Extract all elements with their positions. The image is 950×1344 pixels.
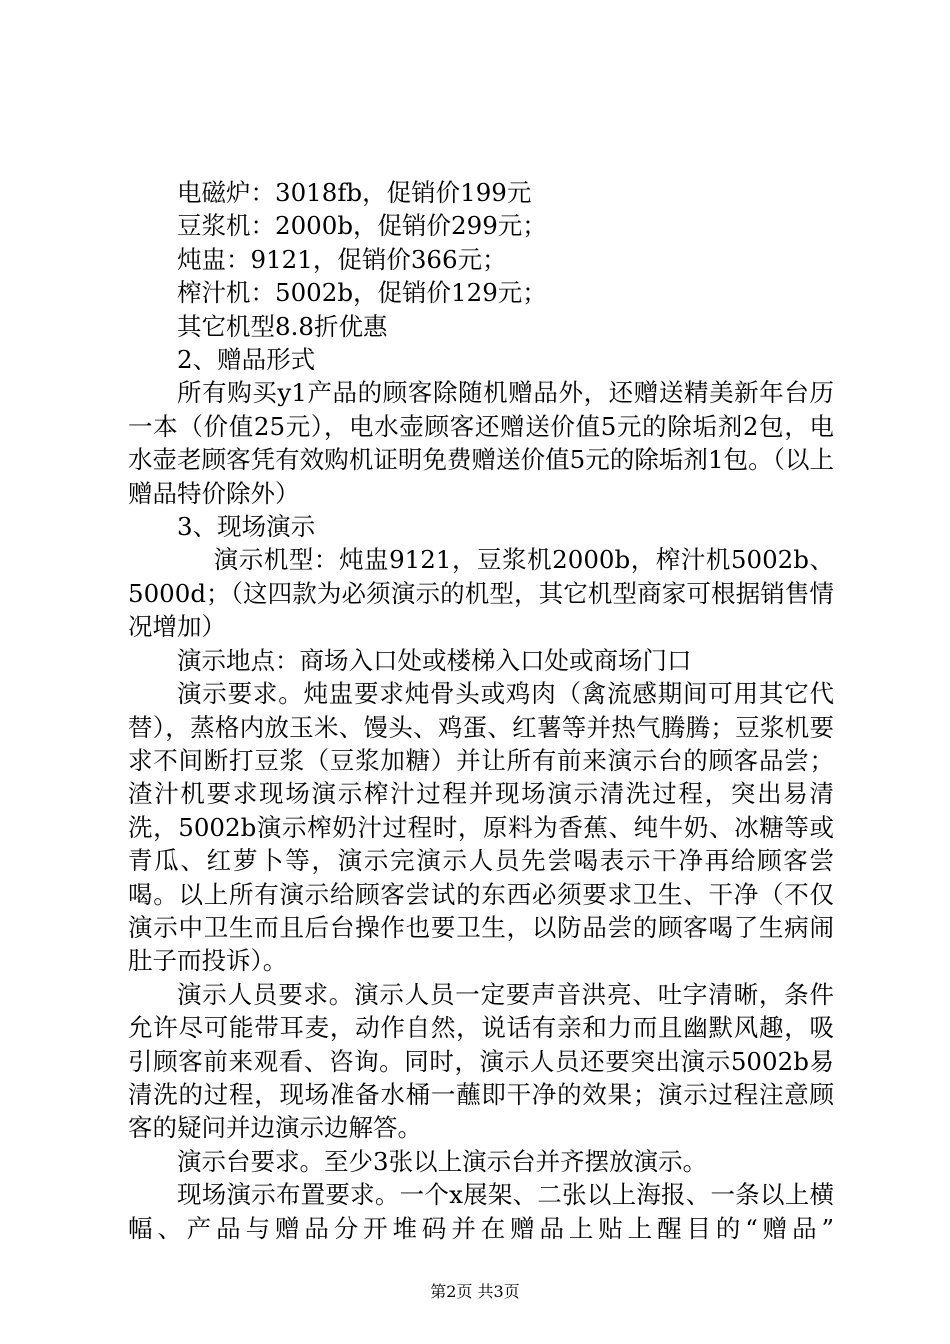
- price-line-soymilk-maker: 豆浆机：2000b，促销价299元；: [177, 211, 547, 241]
- price-line-stew-pot: 炖盅：9121，促销价366元；: [177, 244, 507, 274]
- section-heading-gifts: 2、赠品形式: [177, 345, 316, 375]
- discount-line: 其它机型8.8折优惠: [177, 311, 388, 341]
- demo-staff-paragraph: 演示人员要求。演示人员一定要声音洪亮、吐字清晰，条件允许尽可能带耳麦，动作自然，说话有亲和力而且幽默风趣，吸引顾客前来观看、咨询。同时，演示人员还要突出演示5002b易清洗的过程，现场准备水桶一蘸即干净的效果；演示过程注意顾客的疑问并边演示边解答。: [128, 979, 834, 1143]
- page-footer: 第2页 共3页: [430, 1282, 520, 1301]
- demo-requirements-paragraph: 演示要求。炖盅要求炖骨头或鸡肉（禽流感期间可用其它代替），蒸格内放玉米、馒头、鸡蛋、红薯等并热气腾腾；豆浆机要求不间断打豆浆（豆浆加糖）并让所有前来演示台的顾客品尝；渣汁机要求现场演示榨汁过程并现场演示清洗过程，突出易清洗，5002b演示榨奶汁过程时，原料为香蕉、纯牛奶、冰糖等或青瓜、红萝卜等，演示完演示人员先尝喝表示干净再给顾客尝喝。以上所有演示给顾客尝试的东西必须要求卫生、干净（不仅演示中卫生而且后台操作也要卫生，以防品尝的顾客喝了生病闹肚子而投诉）。: [128, 679, 834, 976]
- price-line-juicer: 榨汁机：5002b，促销价129元；: [177, 278, 547, 308]
- demo-table-paragraph: 演示台要求。至少3张以上演示台并齐摆放演示。: [177, 1146, 708, 1176]
- demo-layout-paragraph: 现场演示布置要求。一个x展架、二张以上海报、一条以上横幅、产品与赠品分开堆码并在赠品上贴上醒目的“赠品”: [128, 1180, 834, 1243]
- demo-location-paragraph: 演示地点：商场入口处或楼梯入口处或商场门口: [177, 645, 692, 675]
- demo-models-paragraph: 演示机型：炖盅9121，豆浆机2000b，榨汁机5002b、5000d；（这四款为必须演示的机型，其它机型商家可根据销售情况增加）: [128, 545, 834, 642]
- gifts-paragraph: 所有购买y1产品的顾客除随机赠品外，还赠送精美新年台历一本（价值25元），电水壶顾客还赠送价值5元的除垢剂2包，电水壶老顾客凭有效购机证明免费赠送价值5元的除垢剂1包。（以上赠品特价除外）: [128, 378, 834, 508]
- document-body: [128, 176, 834, 1245]
- price-line-induction-cooker: 电磁炉：3018fb，促销价199元: [177, 178, 532, 207]
- section-heading-demo: 3、现场演示: [177, 512, 316, 542]
